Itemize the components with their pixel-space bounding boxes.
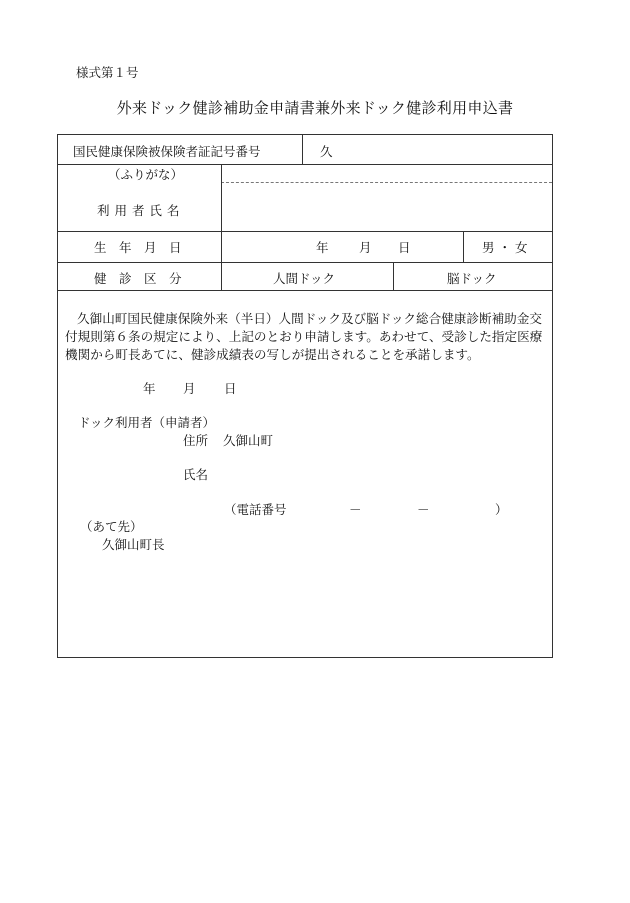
phone-label: （電話番号 xyxy=(224,502,287,517)
applicant-name-field[interactable] xyxy=(218,461,538,481)
column-divider xyxy=(221,164,222,290)
column-divider xyxy=(393,262,394,290)
address-field[interactable] xyxy=(278,427,538,447)
address-label: 住所 xyxy=(183,433,209,448)
application-date-field[interactable] xyxy=(118,375,238,395)
phone-close: ） xyxy=(495,502,508,517)
row-divider xyxy=(58,231,552,232)
recipient-label: （あて先） xyxy=(80,519,143,534)
row-divider xyxy=(58,262,552,263)
column-divider xyxy=(463,231,464,262)
exam-option-human-dock[interactable]: 人間ドック xyxy=(273,271,336,286)
furigana-field[interactable] xyxy=(224,166,550,181)
user-name-field[interactable] xyxy=(224,185,550,229)
application-form xyxy=(57,134,553,658)
date-year-label: 年 xyxy=(143,381,156,396)
page-title: 外来ドック健診補助金申請書兼外来ドック健診利用申込書 xyxy=(116,99,514,117)
furigana-label: （ふりがな） xyxy=(108,167,184,182)
insurance-number-prefix: 久 xyxy=(320,144,333,159)
birth-day-label: 日 xyxy=(398,240,411,255)
furigana-divider xyxy=(221,182,552,183)
birthdate-field[interactable] xyxy=(224,234,460,260)
date-month-label: 月 xyxy=(183,381,196,396)
name-label: 氏名 xyxy=(183,467,209,482)
recipient-name: 久御山町長 xyxy=(102,537,165,552)
column-divider xyxy=(302,135,303,164)
exam-option-brain-dock[interactable]: 脳ドック xyxy=(447,271,497,286)
birthdate-label: 生 年 月 日 xyxy=(94,240,182,255)
gender-selector[interactable]: 男 ・ 女 xyxy=(482,240,528,255)
birth-month-label: 月 xyxy=(359,240,372,255)
insurance-number-field[interactable] xyxy=(338,137,548,161)
date-day-label: 日 xyxy=(224,381,237,396)
insurance-number-label: 国民健康保険被保険者証記号番号 xyxy=(73,144,261,159)
phone-dash-1: － xyxy=(349,502,362,517)
form-number: 様式第１号 xyxy=(76,65,139,80)
applicant-label: ドック利用者（申請者） xyxy=(78,415,216,430)
birth-year-label: 年 xyxy=(316,240,329,255)
phone-dash-2: － xyxy=(417,502,430,517)
row-divider xyxy=(58,290,552,291)
user-name-label: 利 用 者 氏 名 xyxy=(97,203,180,218)
exam-type-label: 健 診 区 分 xyxy=(94,271,182,286)
consent-statement: 久御山町国民健康保険外来（半日）人間ドック及び脳ドック総合健康診断補助金交付規則第６条の規定により、上記のとおり申請します。あわせて、受診した指定医療機関から町長あてに、健診成績表の写しが提出されることを承諾します。 xyxy=(65,311,543,362)
address-prefix: 久御山町 xyxy=(223,433,274,448)
phone-number-field[interactable] xyxy=(303,496,493,516)
